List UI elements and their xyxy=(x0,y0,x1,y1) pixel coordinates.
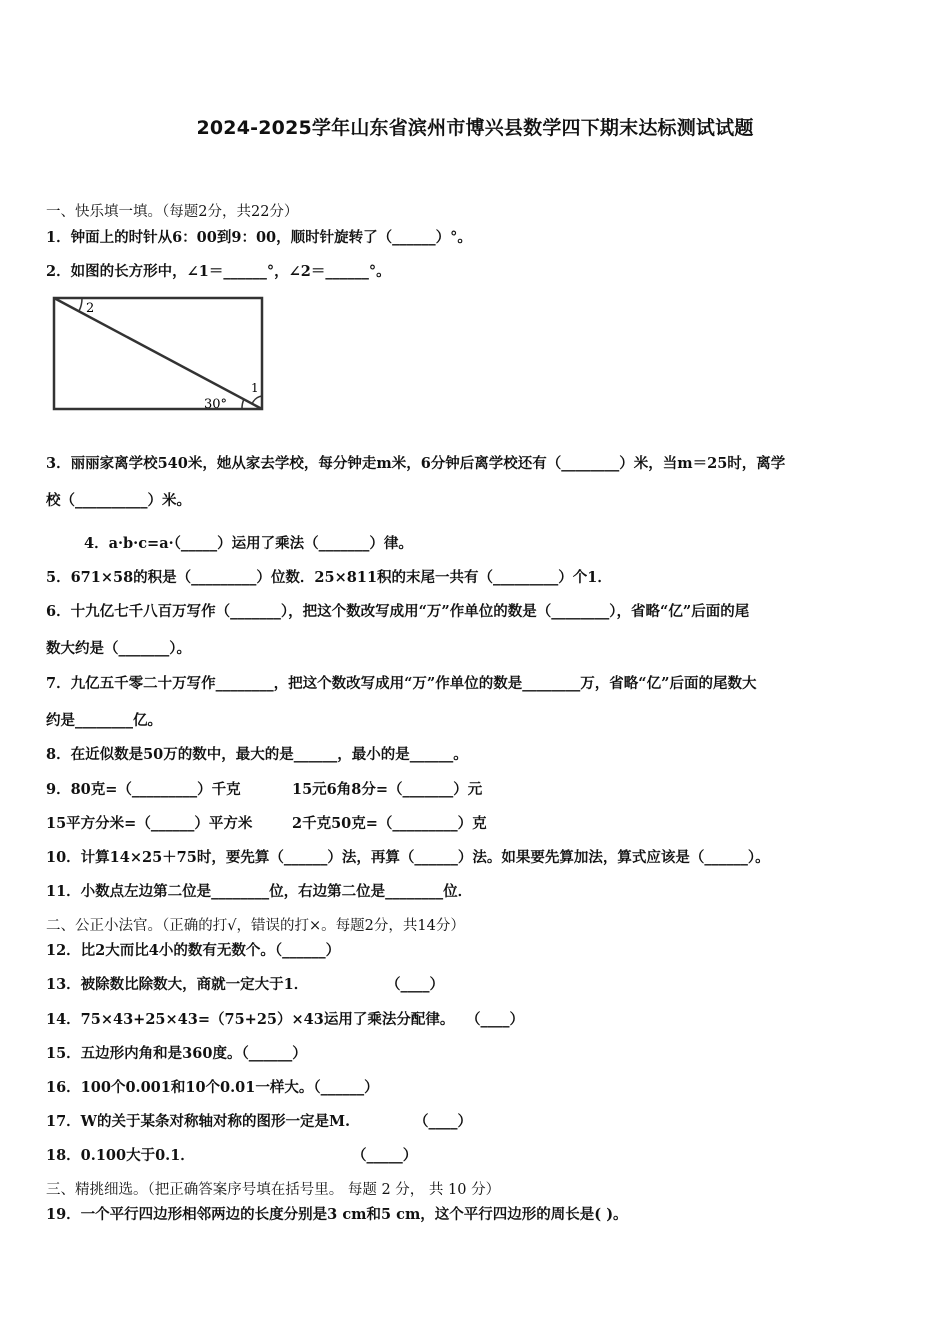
question-7-line-2: 约是________亿。 xyxy=(46,712,162,729)
question-11: 11．小数点左边第二位是________位，右边第二位是________位． xyxy=(46,883,473,900)
question-1: 1．钟面上的时针从6：00到9：00，顺时针旋转了（______）°。 xyxy=(46,229,472,246)
question-17-answer: （____） xyxy=(414,1113,472,1130)
question-5: 5．671×58的积是（_________）位数．25×811积的末尾一共有（_________）个1． xyxy=(46,569,612,586)
question-3-line-2: 校（__________）米。 xyxy=(46,492,191,509)
question-9-part-c: 15平方分米=（______）平方米 xyxy=(46,815,253,832)
question-4: 4．a·b·c=a·（_____）运用了乘法（_______）律。 xyxy=(84,535,413,552)
question-15: 15．五边形内角和是360度。（______） xyxy=(46,1045,307,1062)
question-16: 16．100个0.001和10个0.01一样大。（______） xyxy=(46,1079,379,1096)
question-17: 17．W的关于某条对称轴对称的图形一定是M. xyxy=(46,1113,351,1130)
question-14: 14．75×43+25×43=（75+25）×43运用了乘法分配律。 xyxy=(46,1011,455,1028)
page-title: 2024-2025学年山东省滨州市博兴县数学四下期末达标测试试题 xyxy=(196,117,754,139)
section-heading-3: 三、精挑细选。（把正确答案序号填在括号里。 每题 2 分， 共 10 分） xyxy=(46,1182,501,1198)
question-13: 13．被除数比除数大，商就一定大于1． xyxy=(46,976,309,993)
angle-1-label: 1 xyxy=(251,381,259,395)
question-18: 18．0.100大于0.1． xyxy=(46,1147,195,1164)
question-9-part-a: 9．80克=（_________）千克 xyxy=(46,781,241,798)
rectangle-angle-figure xyxy=(46,292,271,421)
section-heading-1: 一、快乐填一填。（每题2分，共22分） xyxy=(46,204,299,220)
question-3-line-1: 3．丽丽家离学校540米，她从家去学校，每分钟走m米，6分钟后离学校还有（________）米，当m＝25时，离学 xyxy=(46,455,786,472)
question-13-answer: （____） xyxy=(386,976,444,993)
angle-2-label: 2 xyxy=(86,301,95,316)
question-12: 12．比2大而比4小的数有无数个。（______） xyxy=(46,942,341,959)
question-7-line-1: 7．九亿五千零二十万写作________，把这个数改写成用“万”作单位的数是________万，省略“亿”后面的尾数大 xyxy=(46,675,757,692)
question-8: 8．在近似数是50万的数中，最大的是______，最小的是______。 xyxy=(46,746,468,763)
question-18-answer: （_____） xyxy=(352,1147,418,1164)
question-6-line-1: 6．十九亿七千八百万写作（_______），把这个数改写成用“万”作单位的数是（________），省略“亿”后面的尾 xyxy=(46,603,750,620)
question-10: 10．计算14×25＋75时，要先算（______）法，再算（______）法。如果要先算加法，算式应该是（______）。 xyxy=(46,849,770,866)
question-19: 19．一个平行四边形相邻两边的长度分别是3 cm和5 cm，这个平行四边形的周长是( )。 xyxy=(46,1206,628,1223)
question-6-line-2: 数大约是（_______）。 xyxy=(46,640,191,657)
section-heading-2: 二、公正小法官。（正确的打√，错误的打×。每题2分，共14分） xyxy=(46,918,465,934)
question-2: 2．如图的长方形中，∠1＝______°，∠2＝______°。 xyxy=(46,263,391,280)
question-14-answer: （____） xyxy=(466,1011,524,1028)
angle-30-label: 30° xyxy=(204,397,228,412)
question-9-part-b: 15元6角8分=（_______）元 xyxy=(292,781,483,798)
question-9-part-d: 2千克50克=（_________）克 xyxy=(292,815,487,832)
